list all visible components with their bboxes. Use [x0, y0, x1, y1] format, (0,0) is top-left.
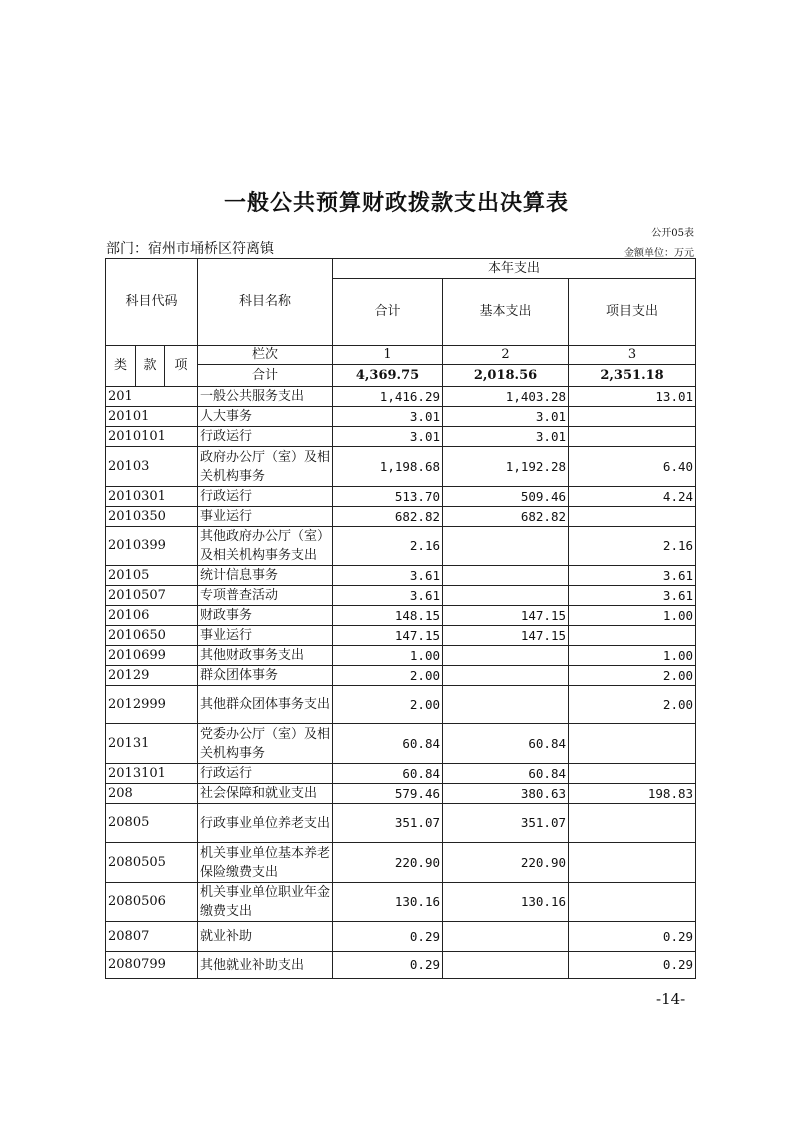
row-name: 政府办公厅（室）及相关机构事务	[198, 447, 333, 487]
row-basic: 220.90	[443, 843, 569, 883]
row-project: 2.00	[569, 686, 696, 724]
row-name: 其他财政事务支出	[198, 646, 333, 666]
row-project: 0.29	[569, 922, 696, 952]
row-code: 20131	[106, 724, 198, 764]
row-total: 2.00	[333, 666, 443, 686]
row-name: 事业运行	[198, 507, 333, 527]
row-basic	[443, 586, 569, 606]
totals-label: 合计	[198, 365, 333, 387]
header-total: 合计	[333, 279, 443, 346]
expenditure-table	[105, 258, 696, 979]
header-code: 科目代码	[106, 259, 198, 346]
row-code: 20106	[106, 606, 198, 626]
row-basic: 380.63	[443, 784, 569, 804]
row-total: 1,198.68	[333, 447, 443, 487]
row-code: 2080506	[106, 883, 198, 922]
row-project: 3.61	[569, 586, 696, 606]
row-total: 579.46	[333, 784, 443, 804]
row-total: 1.00	[333, 646, 443, 666]
row-code: 208	[106, 784, 198, 804]
header-lei: 类	[106, 346, 136, 387]
row-code: 20129	[106, 666, 198, 686]
totals-total: 4,369.75	[333, 365, 443, 387]
table-row	[106, 804, 696, 843]
row-total: 1,416.29	[333, 387, 443, 407]
row-code: 201	[106, 387, 198, 407]
table-row	[106, 686, 696, 724]
row-total: 351.07	[333, 804, 443, 843]
table-row	[106, 724, 696, 764]
row-name: 行政运行	[198, 427, 333, 447]
row-total: 147.15	[333, 626, 443, 646]
table-row	[106, 883, 696, 922]
table-row	[106, 487, 696, 507]
row-project: 1.00	[569, 606, 696, 626]
table-row	[106, 566, 696, 586]
row-total: 682.82	[333, 507, 443, 527]
row-total: 3.01	[333, 427, 443, 447]
row-project: 1.00	[569, 646, 696, 666]
row-project: 3.61	[569, 566, 696, 586]
row-basic: 147.15	[443, 606, 569, 626]
row-name: 一般公共服务支出	[198, 387, 333, 407]
row-total: 130.16	[333, 883, 443, 922]
row-basic: 130.16	[443, 883, 569, 922]
row-basic: 1,403.28	[443, 387, 569, 407]
page-number: -14-	[656, 990, 686, 1008]
row-name: 行政运行	[198, 764, 333, 784]
row-project	[569, 407, 696, 427]
table-row	[106, 507, 696, 527]
row-code: 2080799	[106, 952, 198, 979]
row-code: 20103	[106, 447, 198, 487]
row-total: 3.61	[333, 586, 443, 606]
row-name: 事业运行	[198, 626, 333, 646]
row-project: 2.16	[569, 527, 696, 566]
row-project	[569, 764, 696, 784]
row-basic: 147.15	[443, 626, 569, 646]
row-code: 2010399	[106, 527, 198, 566]
row-total: 3.01	[333, 407, 443, 427]
row-basic	[443, 686, 569, 724]
header-column-no: 栏次	[198, 346, 333, 365]
department-label: 部门：宿州市埇桥区符离镇	[106, 241, 274, 257]
unit-label: 金额单位：万元	[624, 248, 694, 259]
row-name: 党委办公厅（室）及相关机构事务	[198, 724, 333, 764]
column-no-1: 1	[333, 346, 443, 365]
row-code: 20101	[106, 407, 198, 427]
row-basic: 60.84	[443, 764, 569, 784]
row-project: 4.24	[569, 487, 696, 507]
row-basic: 3.01	[443, 427, 569, 447]
row-project	[569, 843, 696, 883]
row-total: 220.90	[333, 843, 443, 883]
row-basic: 1,192.28	[443, 447, 569, 487]
row-basic: 351.07	[443, 804, 569, 843]
row-name: 就业补助	[198, 922, 333, 952]
table-row	[106, 626, 696, 646]
row-basic: 3.01	[443, 407, 569, 427]
row-name: 财政事务	[198, 606, 333, 626]
row-name: 社会保障和就业支出	[198, 784, 333, 804]
totals-project: 2,351.18	[569, 365, 696, 387]
row-code: 2010350	[106, 507, 198, 527]
row-basic: 509.46	[443, 487, 569, 507]
row-code: 2010301	[106, 487, 198, 507]
row-project	[569, 427, 696, 447]
row-name: 其他群众团体事务支出	[198, 686, 333, 724]
header-project: 项目支出	[569, 279, 696, 346]
table-row	[106, 447, 696, 487]
row-project: 2.00	[569, 666, 696, 686]
column-no-2: 2	[443, 346, 569, 365]
row-basic: 682.82	[443, 507, 569, 527]
header-current-year: 本年支出	[333, 259, 696, 279]
row-basic	[443, 527, 569, 566]
table-row	[106, 922, 696, 952]
row-code: 2080505	[106, 843, 198, 883]
row-total: 60.84	[333, 724, 443, 764]
row-name: 其他政府办公厅（室）及相关机构事务支出	[198, 527, 333, 566]
row-code: 2012999	[106, 686, 198, 724]
row-total: 2.16	[333, 527, 443, 566]
totals-basic: 2,018.56	[443, 365, 569, 387]
row-basic	[443, 922, 569, 952]
table-row	[106, 586, 696, 606]
table-row	[106, 764, 696, 784]
header-xiang: 项	[165, 346, 198, 387]
header-name: 科目名称	[198, 259, 333, 346]
row-total: 2.00	[333, 686, 443, 724]
row-name: 其他就业补助支出	[198, 952, 333, 979]
row-total: 3.61	[333, 566, 443, 586]
row-name: 行政事业单位养老支出	[198, 804, 333, 843]
row-total: 148.15	[333, 606, 443, 626]
table-row	[106, 646, 696, 666]
row-basic	[443, 666, 569, 686]
row-code: 2010650	[106, 626, 198, 646]
row-code: 2013101	[106, 764, 198, 784]
row-total: 513.70	[333, 487, 443, 507]
table-row	[106, 407, 696, 427]
table-row	[106, 666, 696, 686]
row-project	[569, 724, 696, 764]
table-row	[106, 784, 696, 804]
row-project	[569, 507, 696, 527]
row-code: 2010507	[106, 586, 198, 606]
row-name: 机关事业单位职业年金缴费支出	[198, 883, 333, 922]
table-row	[106, 427, 696, 447]
row-name: 专项普查活动	[198, 586, 333, 606]
row-code: 2010101	[106, 427, 198, 447]
row-name: 群众团体事务	[198, 666, 333, 686]
row-basic: 60.84	[443, 724, 569, 764]
row-project: 6.40	[569, 447, 696, 487]
row-basic	[443, 566, 569, 586]
row-name: 人大事务	[198, 407, 333, 427]
header-basic: 基本支出	[443, 279, 569, 346]
row-total: 0.29	[333, 922, 443, 952]
table-row	[106, 527, 696, 566]
row-basic	[443, 952, 569, 979]
column-no-3: 3	[569, 346, 696, 365]
header-kuan: 款	[136, 346, 165, 387]
form-number: 公开05表	[651, 228, 694, 239]
row-project	[569, 883, 696, 922]
row-name: 行政运行	[198, 487, 333, 507]
row-code: 20805	[106, 804, 198, 843]
row-project	[569, 626, 696, 646]
row-name: 统计信息事务	[198, 566, 333, 586]
table-row	[106, 387, 696, 407]
row-project: 13.01	[569, 387, 696, 407]
table-row	[106, 952, 696, 979]
table-row	[106, 606, 696, 626]
table-row	[106, 843, 696, 883]
row-project	[569, 804, 696, 843]
row-code: 2010699	[106, 646, 198, 666]
row-basic	[443, 646, 569, 666]
row-project: 198.83	[569, 784, 696, 804]
page-title: 一般公共预算财政拨款支出决算表	[223, 190, 569, 216]
row-code: 20807	[106, 922, 198, 952]
row-total: 0.29	[333, 952, 443, 979]
row-code: 20105	[106, 566, 198, 586]
row-total: 60.84	[333, 764, 443, 784]
row-project: 0.29	[569, 952, 696, 979]
row-name: 机关事业单位基本养老保险缴费支出	[198, 843, 333, 883]
